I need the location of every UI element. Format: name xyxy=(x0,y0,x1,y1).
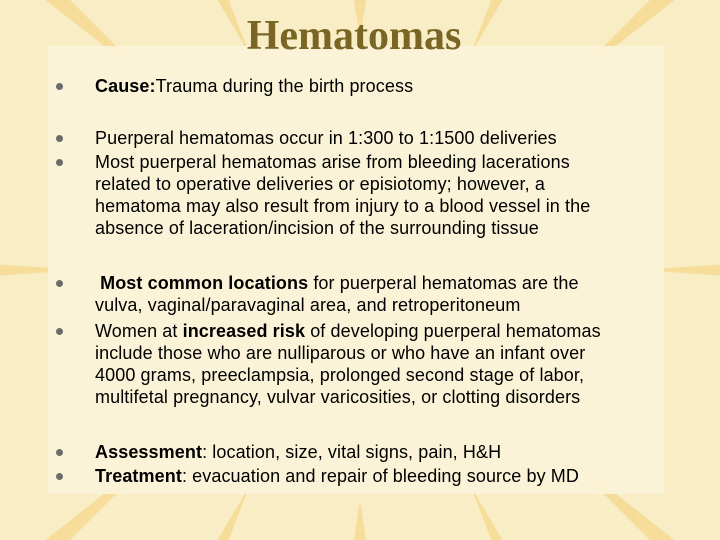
bullet-text: Assessment: location, size, vital signs, pain, H&H xyxy=(95,442,502,462)
bullet-dot-icon xyxy=(56,135,63,142)
bullet-dot-icon xyxy=(56,83,63,90)
bullet-dot-icon xyxy=(56,449,63,456)
bullet-text: Most puerperal hematomas arise from bleeding lacerations related to operative deliveries or episiotomy; however, a hematoma may also result from injury to a blood vessel in the absence of laceration/incision of the surrounding tissue xyxy=(95,152,591,238)
bullet-text: Puerperal hematomas occur in 1:300 to 1:1500 deliveries xyxy=(95,128,557,148)
bullet-dot-icon xyxy=(56,159,63,166)
bullet-dot-icon xyxy=(56,280,63,287)
bullet-dot-icon xyxy=(56,473,63,480)
bullet-text: Treatment: evacuation and repair of bleeding source by MD xyxy=(95,466,579,486)
bullet-text: Women at increased risk of developing puerperal hematomas include those who are nulliparous or who have an infant over 4000 grams, preeclampsia, prolonged second stage of labor, multifetal pregnancy, vulvar varicosities, or clotting disorders xyxy=(95,321,601,407)
bullet-text: Most common locations for puerperal hematomas are the vulva, vaginal/paravaginal area, and retroperitoneum xyxy=(95,273,579,315)
bullet-dot-icon xyxy=(56,328,63,335)
bullet-text: Cause:Trauma during the birth process xyxy=(95,76,414,96)
slide-title: Hematomas xyxy=(246,13,462,59)
